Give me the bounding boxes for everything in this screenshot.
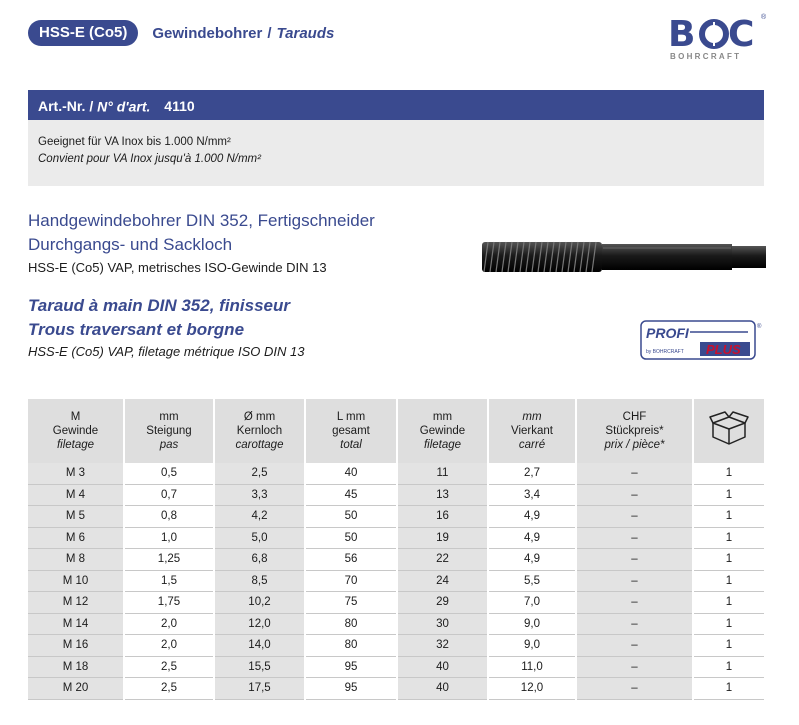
logo-subtext: BOHRCRAFT xyxy=(670,52,742,61)
cell-thread: M 5 xyxy=(28,506,124,528)
cell-thread-length: 11 xyxy=(397,463,488,484)
cell-total-length: 80 xyxy=(305,635,397,657)
cell-thread: M 6 xyxy=(28,527,124,549)
cell-pitch: 2,5 xyxy=(124,678,214,700)
cell-total-length: 40 xyxy=(305,463,397,484)
col-header-total-length: L mm gesamt total xyxy=(305,399,397,463)
cell-thread-length: 13 xyxy=(397,484,488,506)
cell-square: 5,5 xyxy=(488,570,576,592)
cell-pack: 1 xyxy=(693,613,764,635)
description-title-fr: Taraud à main DIN 352, finisseur xyxy=(28,296,291,315)
cell-pitch: 1,5 xyxy=(124,570,214,592)
cell-pitch: 0,8 xyxy=(124,506,214,528)
cell-total-length: 56 xyxy=(305,549,397,571)
cell-total-length: 50 xyxy=(305,527,397,549)
cell-price: – xyxy=(576,635,693,657)
cell-pack: 1 xyxy=(693,656,764,678)
cell-thread-length: 40 xyxy=(397,656,488,678)
svg-text:PROFI: PROFI xyxy=(646,325,689,341)
col-header-core-hole: Ø mm Kernloch carottage xyxy=(214,399,305,463)
cell-price: – xyxy=(576,678,693,700)
cell-pack: 1 xyxy=(693,484,764,506)
cell-total-length: 95 xyxy=(305,656,397,678)
table-row xyxy=(28,635,764,657)
cell-pitch: 1,25 xyxy=(124,549,214,571)
cell-thread: M 14 xyxy=(28,613,124,635)
cell-thread: M 12 xyxy=(28,592,124,614)
cell-total-length: 75 xyxy=(305,592,397,614)
cell-core-hole: 14,0 xyxy=(214,635,305,657)
bohrcraft-logo xyxy=(668,12,768,62)
table-row xyxy=(28,678,764,700)
cell-pack: 1 xyxy=(693,506,764,528)
table-row xyxy=(28,527,764,549)
cell-thread-length: 30 xyxy=(397,613,488,635)
title-separator: / xyxy=(267,24,272,42)
cell-price: – xyxy=(576,506,693,528)
cell-price: – xyxy=(576,527,693,549)
svg-text:C: C xyxy=(728,14,755,54)
cell-pitch: 1,0 xyxy=(124,527,214,549)
cell-square: 3,4 xyxy=(488,484,576,506)
cell-total-length: 95 xyxy=(305,678,397,700)
title-de: Gewindebohrer xyxy=(152,24,263,42)
cell-pitch: 1,75 xyxy=(124,592,214,614)
cell-total-length: 80 xyxy=(305,613,397,635)
cell-square: 4,9 xyxy=(488,549,576,571)
cell-core-hole: 10,2 xyxy=(214,592,305,614)
cell-square: 4,9 xyxy=(488,527,576,549)
cell-core-hole: 5,0 xyxy=(214,527,305,549)
cell-thread: M 20 xyxy=(28,678,124,700)
table-row xyxy=(28,463,764,484)
table-row xyxy=(28,549,764,571)
box-icon xyxy=(709,411,749,447)
table-row xyxy=(28,592,764,614)
profi-plus-badge xyxy=(640,320,764,360)
cell-thread: M 4 xyxy=(28,484,124,506)
svg-text:®: ® xyxy=(757,324,762,330)
cell-price: – xyxy=(576,570,693,592)
table-header-row xyxy=(28,399,764,463)
cell-core-hole: 17,5 xyxy=(214,678,305,700)
cell-core-hole: 8,5 xyxy=(214,570,305,592)
cell-square: 12,0 xyxy=(488,678,576,700)
description-subtitle-fr: Trous traversant et borgne xyxy=(28,320,245,339)
cell-price: – xyxy=(576,656,693,678)
cell-pack: 1 xyxy=(693,527,764,549)
logo-mark-icon xyxy=(668,12,768,54)
cell-pitch: 2,0 xyxy=(124,613,214,635)
svg-text:B: B xyxy=(668,14,696,54)
info-fr: Convient pour VA Inox jusqu'à 1.000 N/mm² xyxy=(38,153,261,165)
cell-thread-length: 19 xyxy=(397,527,488,549)
table-row xyxy=(28,484,764,506)
cell-square: 7,0 xyxy=(488,592,576,614)
cell-thread: M 16 xyxy=(28,635,124,657)
cell-thread: M 8 xyxy=(28,549,124,571)
cell-pitch: 0,7 xyxy=(124,484,214,506)
description-spec-de: HSS-E (Co5) VAP, metrisches ISO-Gewinde DIN 13 xyxy=(28,260,327,275)
cell-square: 2,7 xyxy=(488,463,576,484)
cell-thread-length: 16 xyxy=(397,506,488,528)
cell-thread-length: 32 xyxy=(397,635,488,657)
cell-total-length: 45 xyxy=(305,484,397,506)
cell-pack: 1 xyxy=(693,592,764,614)
cell-pack: 1 xyxy=(693,570,764,592)
table-row xyxy=(28,506,764,528)
col-header-square: mm Vierkant carré xyxy=(488,399,576,463)
cell-square: 9,0 xyxy=(488,635,576,657)
col-header-pack xyxy=(693,399,764,463)
cell-thread: M 3 xyxy=(28,463,124,484)
info-de: Geeignet für VA Inox bis 1.000 N/mm² xyxy=(38,136,231,148)
cell-core-hole: 2,5 xyxy=(214,463,305,484)
table-body xyxy=(28,463,764,699)
cell-thread-length: 24 xyxy=(397,570,488,592)
cell-pack: 1 xyxy=(693,678,764,700)
table-row xyxy=(28,613,764,635)
cell-square: 11,0 xyxy=(488,656,576,678)
article-bar xyxy=(28,90,764,120)
cell-pitch: 2,5 xyxy=(124,656,214,678)
cell-thread: M 18 xyxy=(28,656,124,678)
cell-pitch: 2,0 xyxy=(124,635,214,657)
info-box xyxy=(28,120,764,186)
cell-thread-length: 29 xyxy=(397,592,488,614)
col-header-thread: M Gewinde filetage xyxy=(28,399,124,463)
description-spec-fr: HSS-E (Co5) VAP, filetage métrique ISO DIN 13 xyxy=(28,344,305,359)
cell-pack: 1 xyxy=(693,549,764,571)
cell-pitch: 0,5 xyxy=(124,463,214,484)
description-subtitle-de: Durchgangs- und Sackloch xyxy=(28,235,233,254)
cell-pack: 1 xyxy=(693,463,764,484)
logo-registered: ® xyxy=(761,14,767,21)
cell-thread-length: 40 xyxy=(397,678,488,700)
cell-core-hole: 3,3 xyxy=(214,484,305,506)
col-header-thread-length: mm Gewinde filetage xyxy=(397,399,488,463)
cell-price: – xyxy=(576,613,693,635)
table-row xyxy=(28,656,764,678)
article-number: 4110 xyxy=(164,98,195,115)
cell-square: 4,9 xyxy=(488,506,576,528)
cell-price: – xyxy=(576,549,693,571)
cell-thread-length: 22 xyxy=(397,549,488,571)
cell-price: – xyxy=(576,592,693,614)
col-header-price: CHF Stückpreis* prix / pièce* xyxy=(576,399,693,463)
description-title-de: Handgewindebohrer DIN 352, Fertigschneider xyxy=(28,211,375,230)
tap-tool-image xyxy=(478,234,770,282)
title-fr: Tarauds xyxy=(276,24,335,42)
cell-price: – xyxy=(576,484,693,506)
article-label-fr: N° d'art. xyxy=(97,98,151,115)
cell-core-hole: 6,8 xyxy=(214,549,305,571)
cell-core-hole: 15,5 xyxy=(214,656,305,678)
cell-core-hole: 4,2 xyxy=(214,506,305,528)
product-table xyxy=(28,399,764,700)
cell-pack: 1 xyxy=(693,635,764,657)
svg-text:by BOHRCRAFT: by BOHRCRAFT xyxy=(646,349,684,355)
cell-price: – xyxy=(576,463,693,484)
cell-core-hole: 12,0 xyxy=(214,613,305,635)
cell-thread: M 10 xyxy=(28,570,124,592)
cell-square: 9,0 xyxy=(488,613,576,635)
table-row xyxy=(28,570,764,592)
cell-total-length: 70 xyxy=(305,570,397,592)
svg-text:PLUS: PLUS xyxy=(706,342,741,357)
cell-total-length: 50 xyxy=(305,506,397,528)
header-bar xyxy=(28,20,334,46)
article-label-de: Art.-Nr. / xyxy=(38,98,94,115)
col-header-pitch: mm Steigung pas xyxy=(124,399,214,463)
material-badge: HSS-E (Co5) xyxy=(28,20,138,46)
